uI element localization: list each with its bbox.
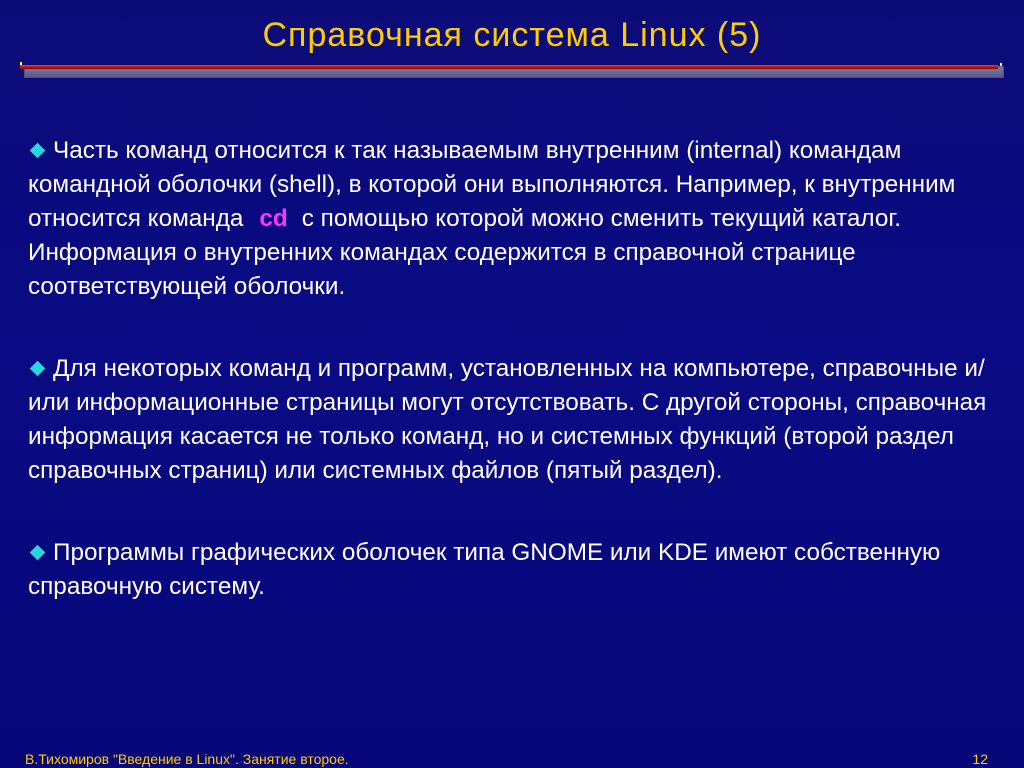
paragraph-text-part2: с помощью которой можно сменить текущий каталог. Информация о внутренних командах содержится в справочной странице соответствующей оболочки. <box>28 205 901 300</box>
diamond-bullet-icon <box>30 142 46 158</box>
slide-body <box>28 134 998 652</box>
bullet-paragraph-missing-pages <box>28 352 998 488</box>
slide-number: 12 <box>972 751 988 767</box>
divider-red-line <box>20 65 998 69</box>
title-divider <box>20 62 1004 78</box>
slide-title: Справочная система Linux (5) <box>262 16 762 54</box>
paragraph-text: Для некоторых команд и программ, установленных на компьютере, справочные и/или информационные страницы могут отсутствовать. С другой стороны, справочная информация касается не только команд, но и системных функций (второй раздел справочных страниц) или системных файлов (пятый раздел). <box>28 355 987 484</box>
bullet-paragraph-internal-commands <box>28 134 998 304</box>
command-highlight: cd <box>259 205 288 232</box>
divider-right-highlight <box>1000 63 1002 66</box>
bullet-paragraph-gui-help <box>28 536 998 604</box>
paragraph-text: Программы графических оболочек типа GNOME или KDE имеют собственную справочную систему. <box>28 539 941 600</box>
divider-left-highlight <box>20 62 22 65</box>
paragraph-text-part1: Часть команд относится к так называемым внутренним (internal) командам командной оболочки (shell), в которой они выполняются. Например, к внутренним относится команда <box>28 137 956 232</box>
diamond-bullet-icon <box>30 360 46 376</box>
diamond-bullet-icon <box>30 544 46 560</box>
footer-author-course: В.Тихомиров "Введение в Linux". Занятие второе. <box>25 751 349 767</box>
